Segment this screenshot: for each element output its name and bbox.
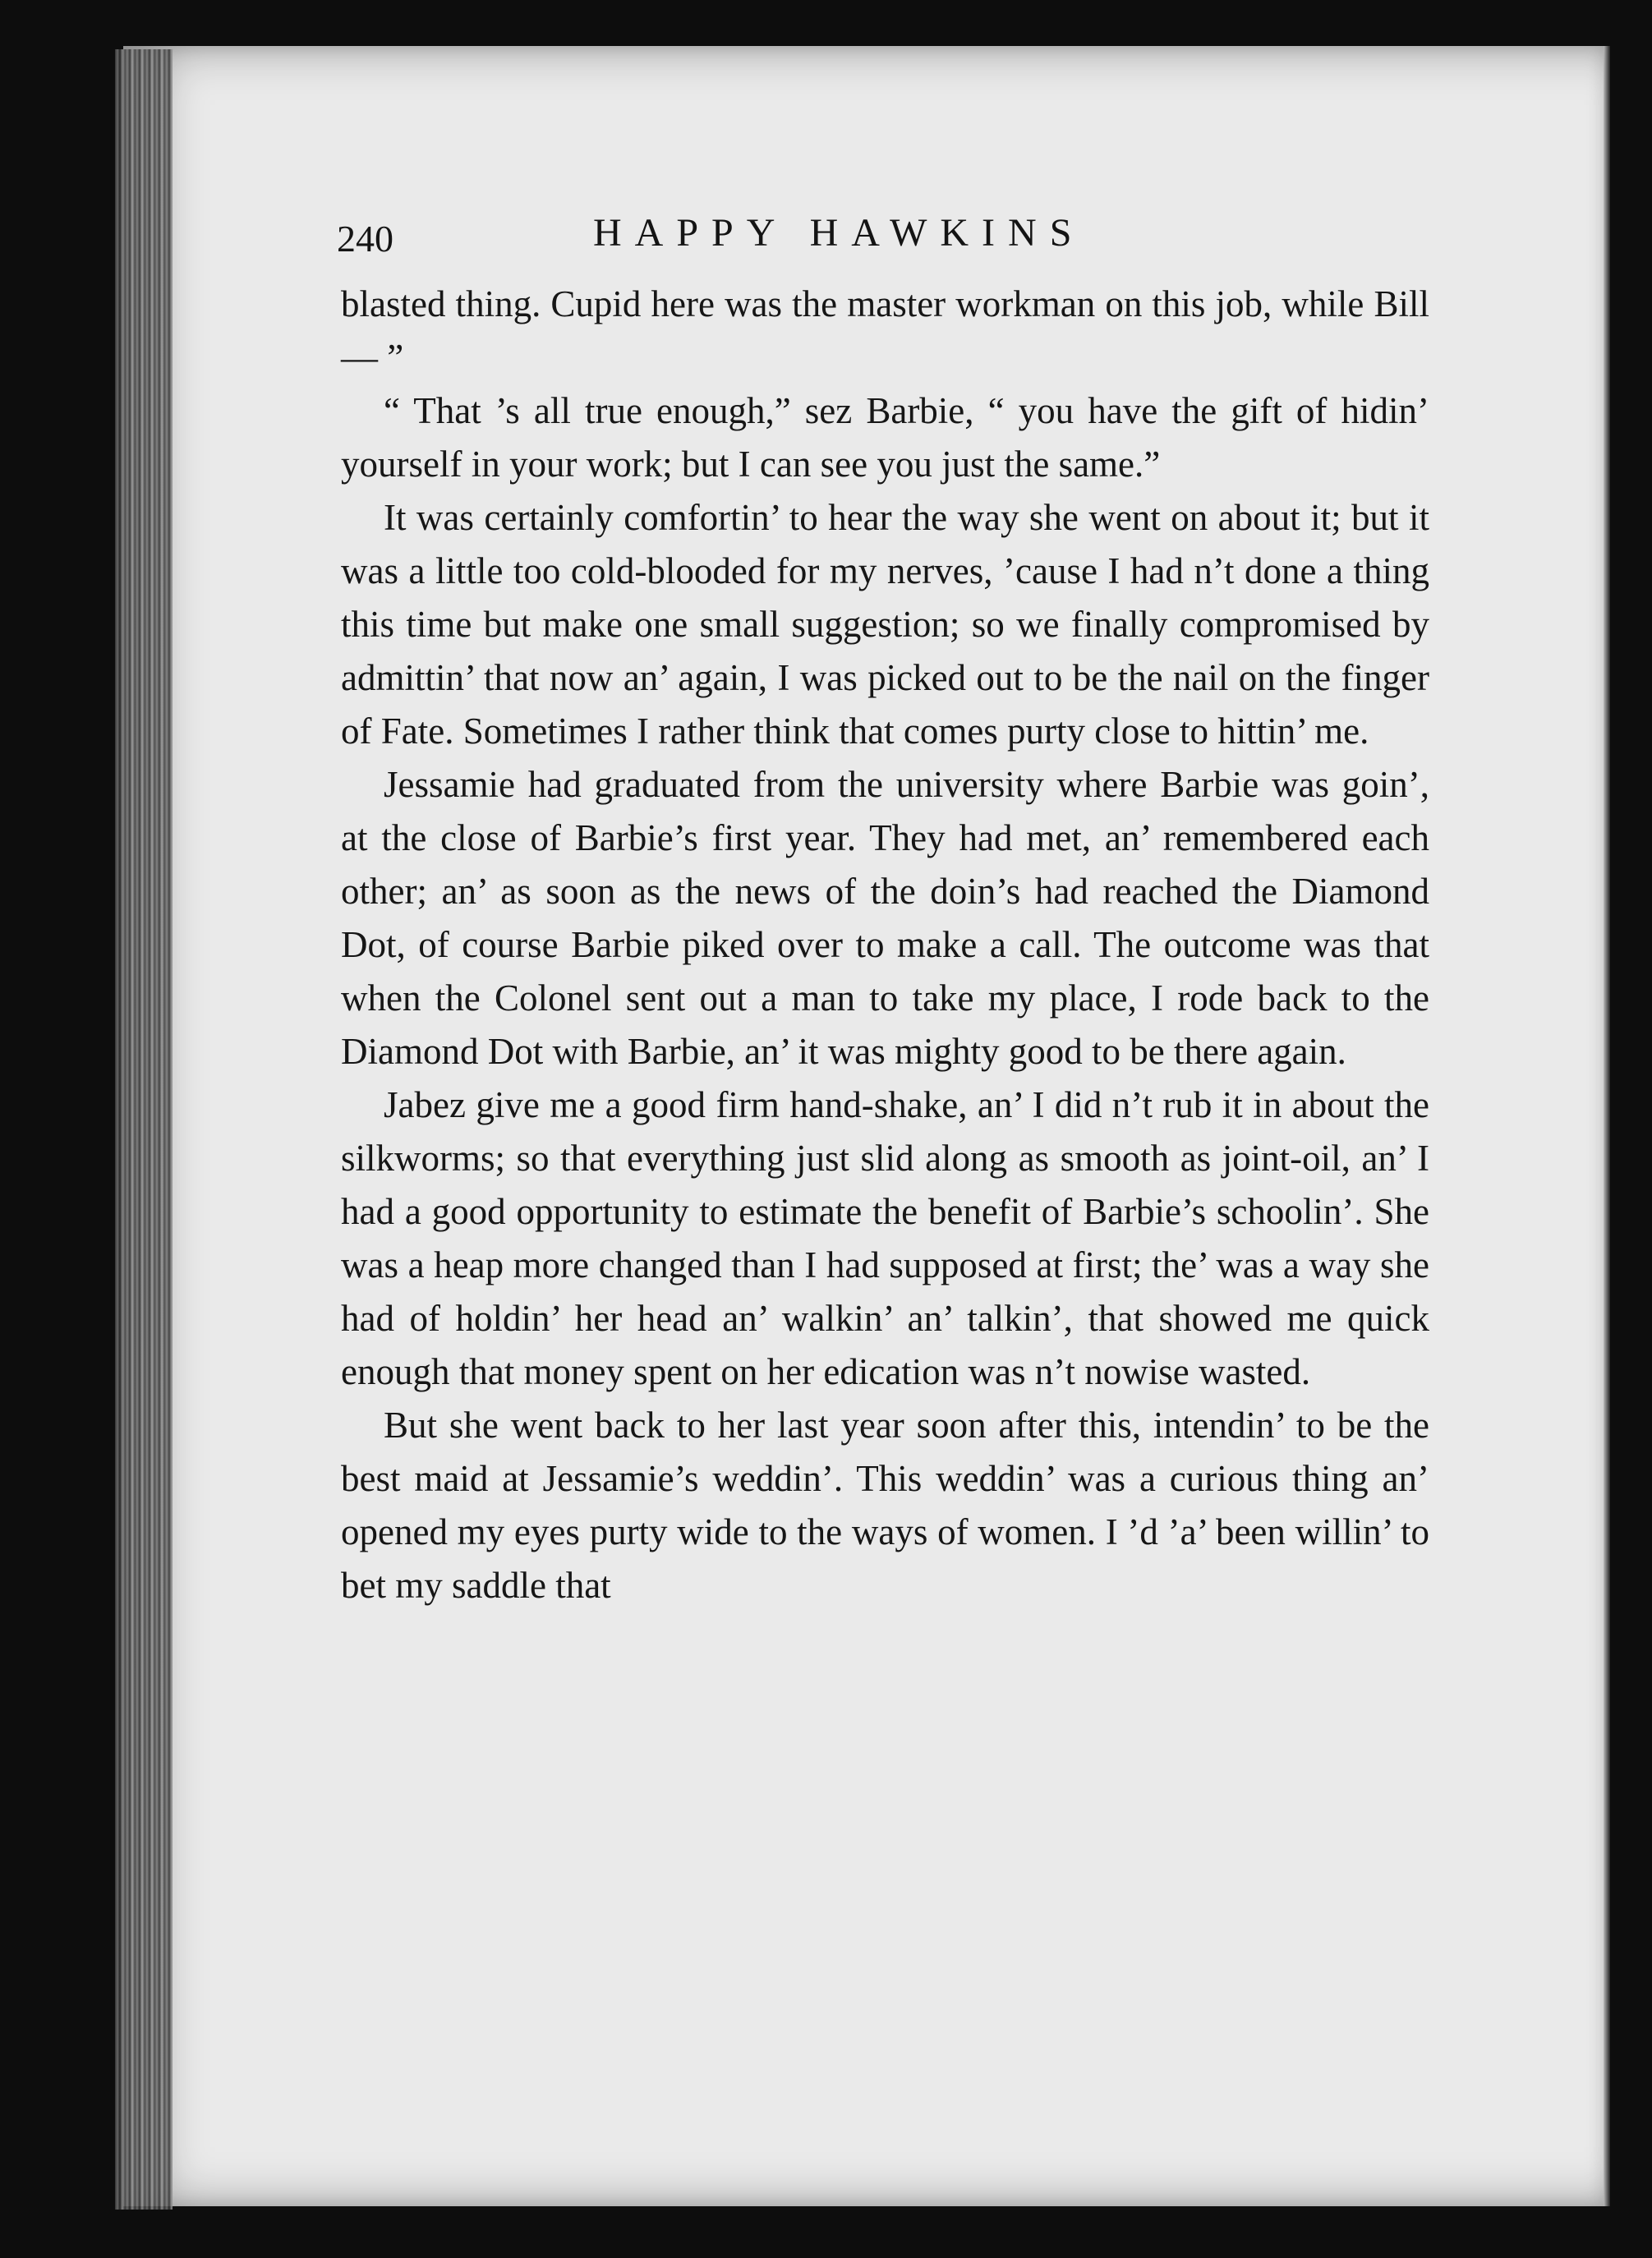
page-header: [337, 205, 1429, 271]
page-right-edge: [1604, 46, 1610, 2206]
paragraph: Jabez give me a good firm hand-shake, an’ I did n’t rub it in about the silkworms; so that everything just slid along as smooth as joint-oil, an’ I had a good opportunity to estimate the benefit of Barbie’s schoolin’. She was a heap more changed than I had supposed at first; the’ was a way she had of holdin’ her head an’ walkin’ an’ talkin’, that showed me quick enough that money spent on her edication was n’t nowise wasted.: [341, 1084, 1429, 1392]
paragraph: “ That ’s all true enough,” sez Barbie, “ you have the gift of hidin’ yourself in your work; but I can see you just the same.”: [341, 390, 1429, 485]
running-title: HAPPY HAWKINS: [593, 211, 1085, 255]
paragraph: But she went back to her last year soon after this, intendin’ to be the best maid at Jessamie’s weddin’. This weddin’ was a curious thing an’ opened my eyes purty wide to the ways of women. I ’d ’a’ been willin’ to bet my saddle that: [341, 1405, 1429, 1606]
book-gutter: [115, 49, 173, 2210]
paragraph: It was certainly comfortin’ to hear the way she went on about it; but it was a little too cold-blooded for my nerves, ’cause I had n’t done a thing this time but make one small suggestion; so we finally compromised by admittin’ that now an’ again, I was picked out to be the nail on the finger of Fate. Sometimes I rather think that comes purty close to hittin’ me.: [341, 497, 1429, 752]
paragraph: Jessamie had graduated from the university where Barbie was goin’, at the close of Barbie’s first year. They had met, an’ remembered each other; an’ as soon as the news of the doin’s had reached the Diamond Dot, of course Barbie piked over to make a call. The outcome was that when the Colonel sent out a man to take my place, I rode back to the Diamond Dot with Barbie, an’ it was mighty good to be there again.: [341, 764, 1429, 1072]
paragraph: blasted thing. Cupid here was the master workman on this job, while Bill — ”: [341, 283, 1429, 378]
page-number: 240: [337, 218, 393, 260]
body-text: [341, 278, 1429, 1612]
